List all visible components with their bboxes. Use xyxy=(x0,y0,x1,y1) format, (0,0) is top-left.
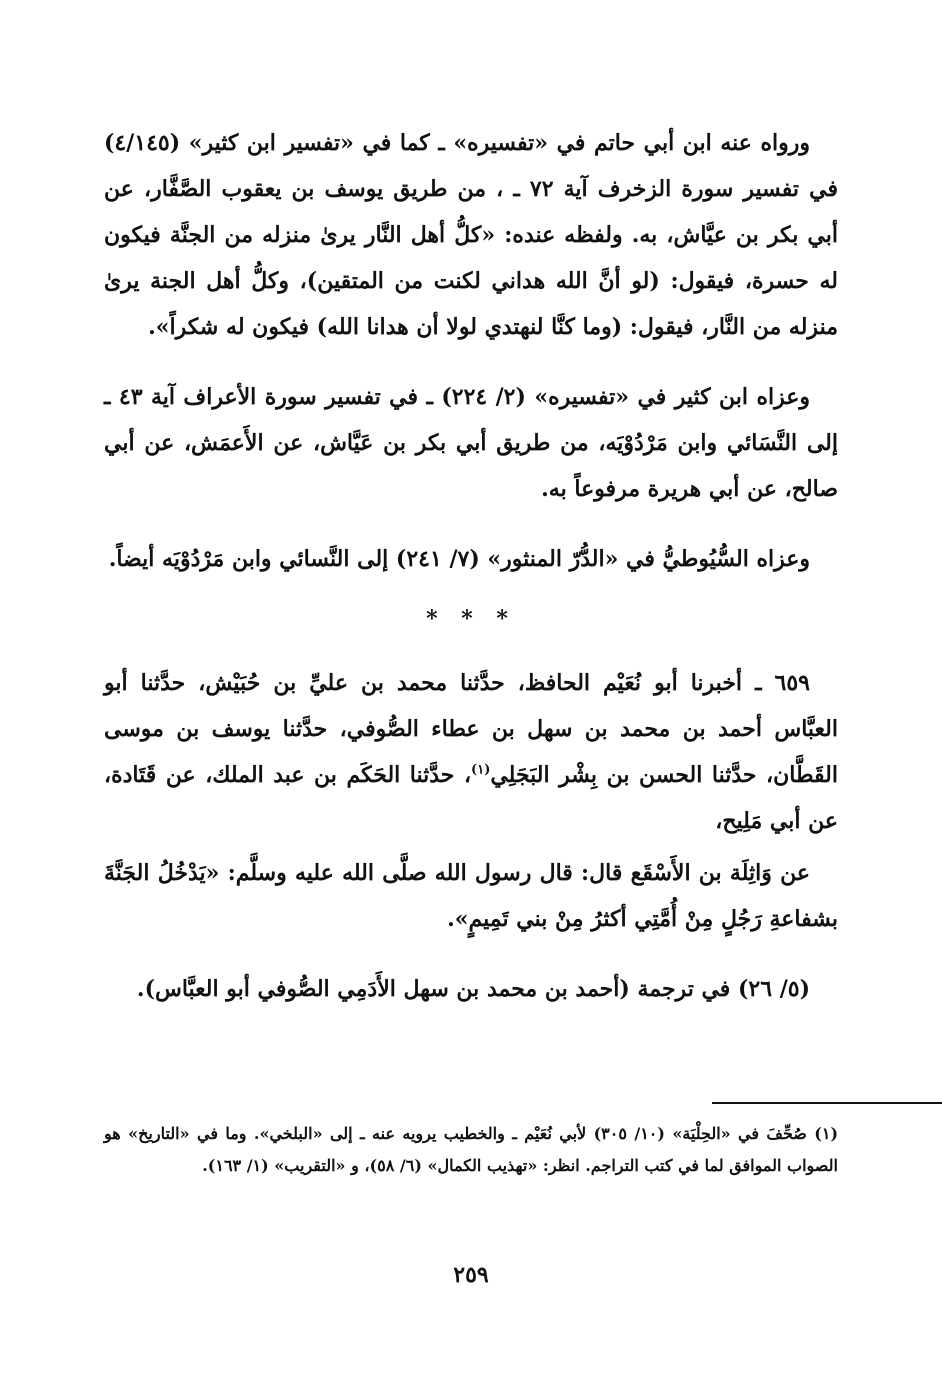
page-body xyxy=(104,120,838,1036)
footnote-divider xyxy=(712,1102,942,1104)
hadith-isnad xyxy=(104,660,838,844)
hadith-note: (٥/ ٢٦) في ترجمة (أحمد بن محمد بن سهل الأَدَمِي الصُّوفي أبو العبَّاس). xyxy=(136,976,810,1002)
footnote-1: (١) صُحِّفَ في «الحِلْيَة» (١٠/ ٣٠٥) لأبي نُعَيْم ـ والخطيب يرويه عنه ـ إلى «البلخي». وما في «التاريخ» هو الصواب الموافق لما في كتب التراجم. انظر: «تهذيب الكمال» (٦/ ٥٨)، و «التقريب» (١/ ١٦٣). xyxy=(104,1124,839,1175)
paragraph-ibn-abi-hatim: ورواه عنه ابن أبي حاتم في «تفسيره» ـ كما في «تفسير ابن كثير» (٤/١٤٥) في تفسير سورة الزخرف آية ٧٢ ـ ، من طريق يوسف بن يعقوب الصَّفَّار، عن أبي بكر بن عيَّاش، به. ولفظه عنده: «كلُّ أهل النَّار يرىٰ منزله من الجنَّة فيكون له حسرة، فيقول: (لو أنَّ الله هداني لكنت من المتقين)، وكلُّ أهل الجنة يرىٰ منزله من النَّار، فيقول: (وما كنَّا لنهتدي لولا أن هدانا الله) فيكون له شكراً». xyxy=(104,130,838,340)
hadith-isnad-text-1: أخبرنا أبو نُعَيْم الحافظ، حدَّثنا محمد بن عليِّ بن حُبَيْش، حدَّثنا أبو العبَّاس أحمد بن محمد بن سهل بن عطاء الصُّوفي، حدَّثنا يوسف بن موسى القَطَّان، حدَّثنا الحسن بن بِشْر البَجَلِي xyxy=(104,670,838,788)
paragraph-ibn-kathir: وعزاه ابن كثير في «تفسيره» (٢/ ٢٢٤) ـ في تفسير سورة الأعراف آية ٤٣ ـ إلى النَّسَائي وابن مَرْدُوْيَه، من طريق أبي بكر بن عَيَّاش، عن الأَعمَش، عن أبي صالح، عن أبي هريرة مرفوعاً به. xyxy=(104,384,838,502)
hadith-matn: عن وَاثِلَة بن الأَسْقَع قال: قال رسول الله صلَّى الله عليه وسلَّم: «يَدْخُلُ الجَنَّةَ بشفاعةِ رَجُلٍ مِنْ أُمَّتِي أكثرُ مِنْ بني تَمِيمٍ». xyxy=(104,860,838,932)
paragraph-suyuti: وعزاه السُّيُوطيُّ في «الدُّرّ المنثور» (٧/ ٢٤١) إلى النَّسائي وابن مَرْدُوْيَه أيضاً. xyxy=(108,546,810,572)
footnotes xyxy=(104,1118,838,1182)
hadith-isnad-text-2: ، حدَّثنا الحَكَم بن عبد الملك، عن قَتَادة، عن أبي مَلِيح، xyxy=(104,762,838,834)
section-separator: * * * xyxy=(426,606,516,632)
hadith-number: ٦٥٩ ـ xyxy=(755,670,810,696)
footnote-reference[interactable]: (١) xyxy=(471,762,491,778)
page-number: ٢٥٩ xyxy=(453,1262,489,1288)
